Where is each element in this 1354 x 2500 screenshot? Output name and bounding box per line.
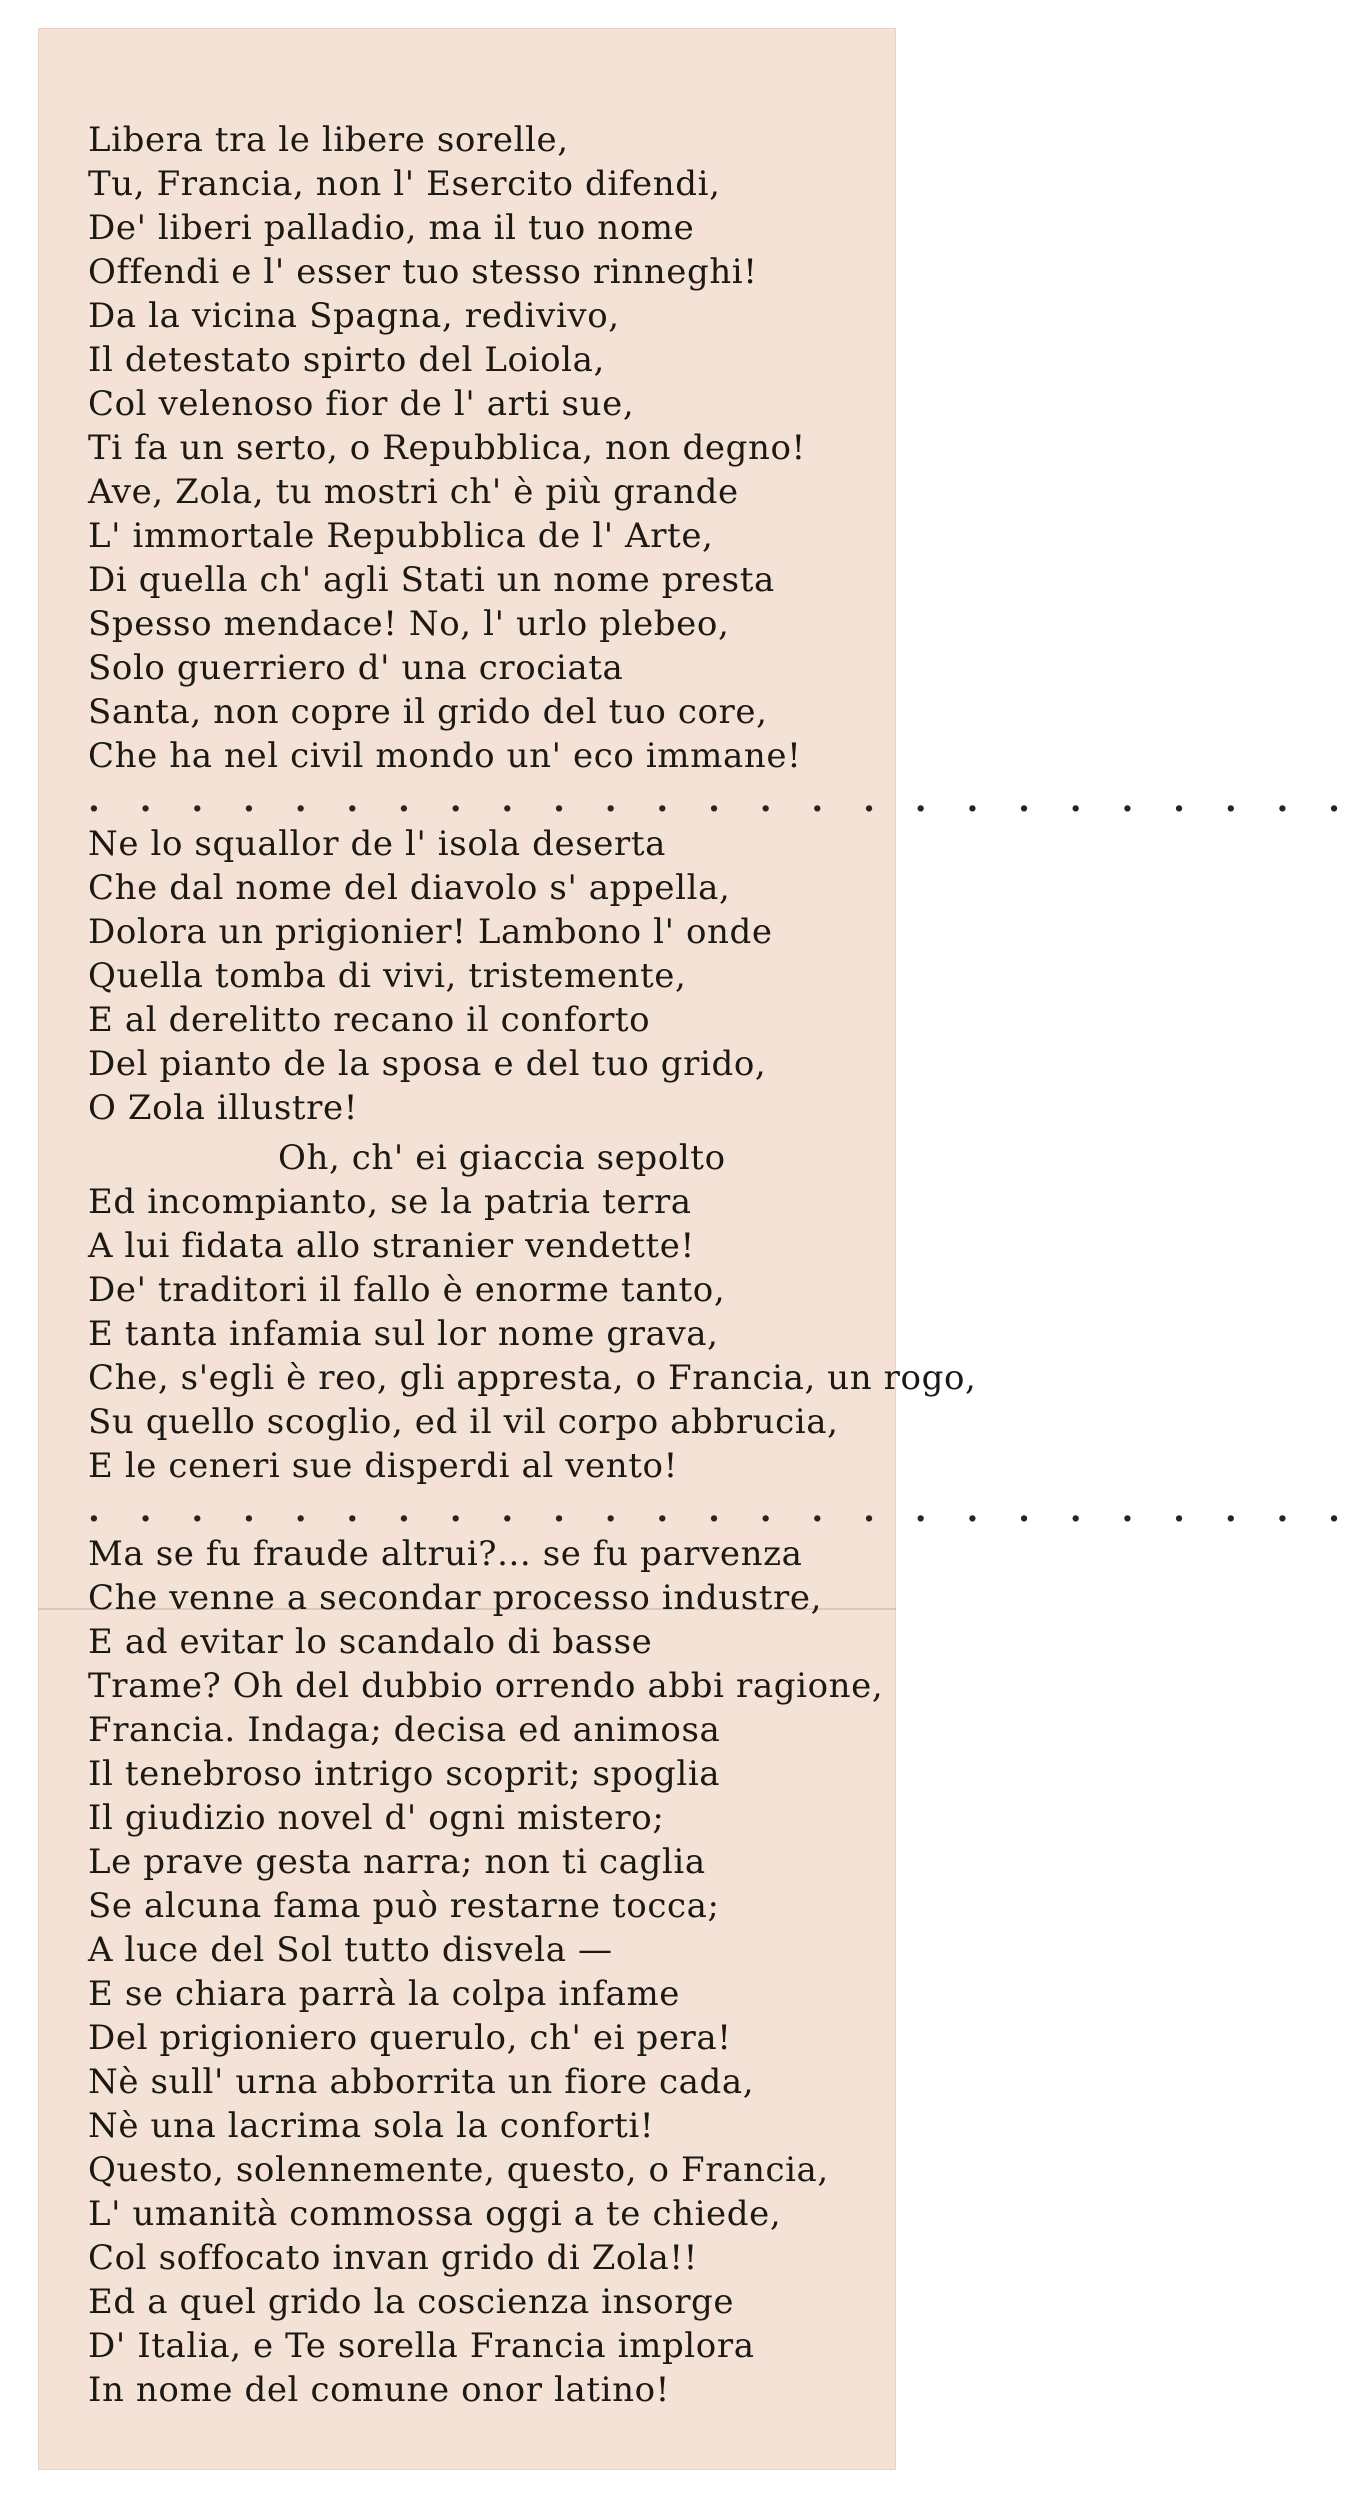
- poem-text: [88, 118, 1354, 2412]
- poem-line: Che, s'egli è reo, gli appresta, o Francia, un rogo,: [88, 1358, 977, 1398]
- poem-line: A luce del Sol tutto disvela —: [88, 1930, 613, 1970]
- poem-line: Ma se fu fraude altrui?... se fu parvenza: [88, 1534, 803, 1574]
- poem-line: Nè sull' urna abborrita un fiore cada,: [88, 2062, 755, 2102]
- poem-line: Se alcuna fama può restarne tocca;: [88, 1886, 720, 1926]
- stanza-2: [88, 822, 898, 1130]
- poem-line: Questo, solennemente, questo, o Francia,: [88, 2150, 829, 2190]
- poem-line: Del pianto de la sposa e del tuo grido,: [88, 1044, 767, 1084]
- poem-line: Spesso mendace! No, l' urlo plebeo,: [88, 604, 730, 644]
- poem-line: Che ha nel civil mondo un' eco immane!: [88, 736, 802, 776]
- poem-line: Nè una lacrima sola la conforti!: [88, 2106, 655, 2146]
- poem-line: Ave, Zola, tu mostri ch' è più grande: [88, 472, 739, 512]
- poem-line: Tu, Francia, non l' Esercito difendi,: [88, 164, 721, 204]
- stanza-1: [88, 118, 898, 778]
- poem-line: Da la vicina Spagna, redivivo,: [88, 296, 620, 336]
- poem-line: L' immortale Repubblica de l' Arte,: [88, 516, 714, 556]
- poem-line: Di quella ch' agli Stati un nome presta: [88, 560, 775, 600]
- poem-line: Col velenoso fior de l' arti sue,: [88, 384, 635, 424]
- stanza-3: [88, 1136, 977, 1488]
- poem-line: E ad evitar lo scandalo di basse: [88, 1622, 653, 1662]
- poem-line: In nome del comune onor latino!: [88, 2370, 670, 2410]
- poem-line: Ti fa un serto, o Repubblica, non degno!: [88, 428, 806, 468]
- poem-line: E tanta infamia sul lor nome grava,: [88, 1314, 719, 1354]
- poem-line: Quella tomba di vivi, tristemente,: [88, 956, 687, 996]
- ellipsis-divider: . . . . . . . . . . . . . . . . . . . . . . . . .: [88, 1490, 1354, 1530]
- poem-line: Che dal nome del diavolo s' appella,: [88, 868, 731, 908]
- poem-line: E le ceneri sue disperdi al vento!: [88, 1446, 678, 1486]
- poem-line: De' traditori il fallo è enorme tanto,: [88, 1270, 726, 1310]
- poem-line: Col soffocato invan grido di Zola!!: [88, 2238, 698, 2278]
- poem-line: Il detestato spirto del Loiola,: [88, 340, 605, 380]
- poem-line: A lui fidata allo stranier vendette!: [88, 1226, 695, 1266]
- poem-line: Libera tra le libere sorelle,: [88, 120, 569, 160]
- poem-line: E al derelitto recano il conforto: [88, 1000, 651, 1040]
- poem-line-indented: Oh, ch' ei giaccia sepolto: [278, 1138, 726, 1178]
- poem-line: Su quello scoglio, ed il vil corpo abbrucia,: [88, 1402, 839, 1442]
- poem-line: Che venne a secondar processo industre,: [88, 1578, 822, 1618]
- poem-line: L' umanità commossa oggi a te chiede,: [88, 2194, 782, 2234]
- poem-line: Francia. Indaga; decisa ed animosa: [88, 1710, 721, 1750]
- ellipsis-divider: . . . . . . . . . . . . . . . . . . . . . . . . .: [88, 780, 1354, 820]
- poem-line: Solo guerriero d' una crociata: [88, 648, 624, 688]
- poem-line: Del prigioniero querulo, ch' ei pera!: [88, 2018, 732, 2058]
- poem-line: Offendi e l' esser tuo stesso rinneghi!: [88, 252, 758, 292]
- poem-line: De' liberi palladio, ma il tuo nome: [88, 208, 695, 248]
- poem-line: Ed incompianto, se la patria terra: [88, 1182, 692, 1222]
- poem-line: Il tenebroso intrigo scoprit; spoglia: [88, 1754, 721, 1794]
- poem-line: E se chiara parrà la colpa infame: [88, 1974, 681, 2014]
- poem-line: Ne lo squallor de l' isola deserta: [88, 824, 666, 864]
- stanza-4: [88, 1532, 898, 2412]
- poem-line: O Zola illustre!: [88, 1088, 358, 1128]
- poem-line: D' Italia, e Te sorella Francia implora: [88, 2326, 755, 2366]
- poem-line: Dolora un prigionier! Lambono l' onde: [88, 912, 773, 952]
- poem-line: Le prave gesta narra; non ti caglia: [88, 1842, 706, 1882]
- poem-line: Santa, non copre il grido del tuo core,: [88, 692, 768, 732]
- poem-line: Trame? Oh del dubbio orrendo abbi ragione,: [88, 1666, 884, 1706]
- poem-line: Il giudizio novel d' ogni mistero;: [88, 1798, 665, 1838]
- poem-line: Ed a quel grido la coscienza insorge: [88, 2282, 735, 2322]
